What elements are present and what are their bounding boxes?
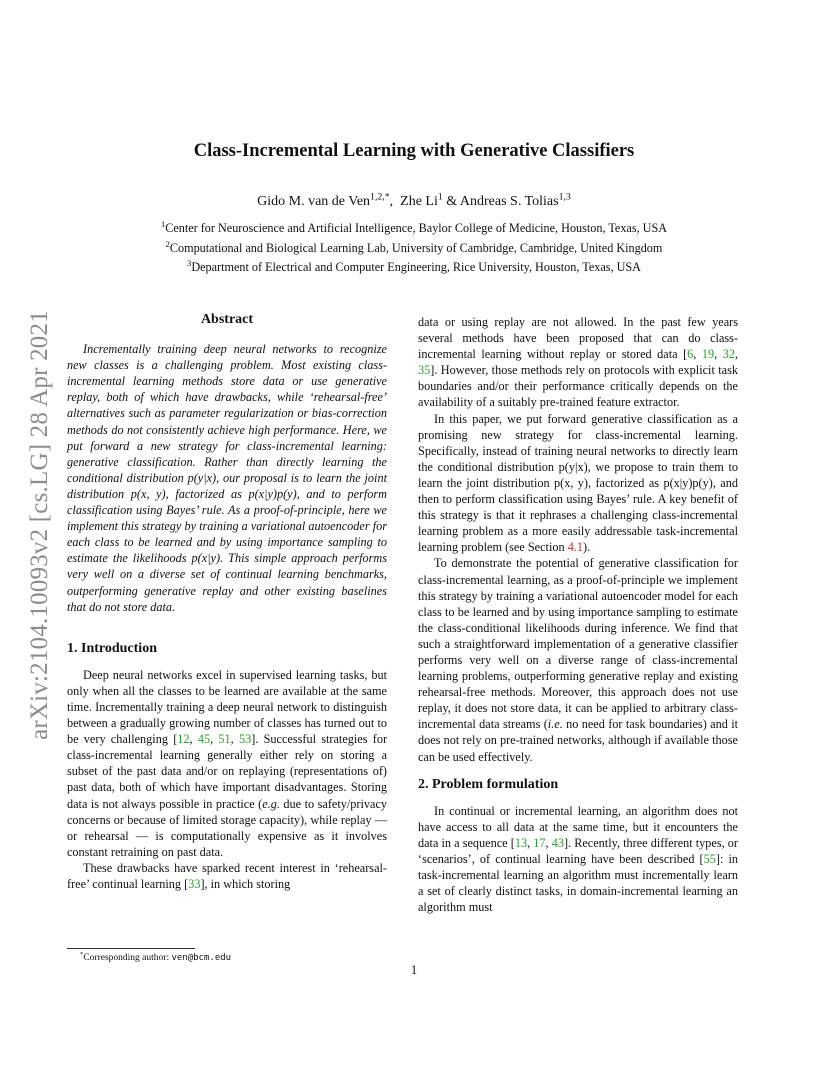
citation-link[interactable]: 45 <box>197 732 211 747</box>
right-column <box>418 314 738 915</box>
footnote-mark: * <box>80 950 84 958</box>
arxiv-id: arXiv:2104.10093v2 [cs.LG] 28 Apr 2021 <box>26 310 53 740</box>
right-paragraph-2: In this paper, we put forward generative classification as a promising new strategy for class-incremental learning. Specifically, instead of training neural networks to directly learn the conditional distribution p(y|x), we propose to train them to learn the joint distribution p(x, y), factorized as p(x|y)p(y), and then to perform classification using Bayes’ rule. A key benefit of this strategy is that it rephrases a challenging class-incremental learning problem as a more easily addressable task-incremental learning problem (see Section 4.1). <box>418 411 738 555</box>
author-list: Gido M. van de Ven$^{1,2,*}$, Zhe Li$^1$ & Andreas S. Tolias$^{1,3}$ <box>257 191 571 209</box>
citation-link[interactable]: 51 <box>218 732 231 747</box>
citation-link[interactable]: 17 <box>533 835 546 850</box>
footnote <box>80 950 232 963</box>
section-heading-introduction: 1. Introduction <box>67 640 157 656</box>
section-heading-problem-formulation: 2. Problem formulation <box>418 776 559 792</box>
citation-link[interactable]: 53 <box>238 732 252 747</box>
intro-paragraph-2: These drawbacks have sparked recent interest in ‘rehearsal-free’ continual learning [33], in which storing <box>67 860 387 891</box>
citation-link[interactable]: 55 <box>703 852 716 866</box>
affiliation-2: $^2$Computational and Biological Learning Lab, University of Cambridge, Cambridge, United Kingdom <box>165 238 663 255</box>
citation-link[interactable]: 32 <box>722 347 735 362</box>
author-affil-mark: 1,2,* <box>370 191 390 203</box>
citation-link[interactable]: 6 <box>687 347 694 362</box>
citation-link[interactable]: 19 <box>701 347 715 362</box>
abstract-heading: Abstract <box>200 312 254 327</box>
affiliation-1: $^1$Center for Neuroscience and Artificial Intelligence, Baylor College of Medicine, Houston, Texas, USA <box>160 218 668 235</box>
right-paragraph-3: To demonstrate the potential of generative classification for class-incremental learning, as a proof-of-principle we implement this strategy by training a variational autoencoder model for each class to be learned and by using importance sampling to estimate the class-conditional likelihoods during inference. We find that such a straightforward implementation of a generative classifier performs very well on a diverse range of class-incremental learning problems, outperforming generative replay and existing rehearsal-free methods. Moreover, this approach does not use replay, it does not store data, it can be applied to arbitrary class-incremental data streams (i.e. no need for task boundaries) and it does not rely on pre-trained networks, although if available those can be used effectively. <box>418 556 738 764</box>
intro-paragraph-1: Deep neural networks excel in supervised learning tasks, but only when all the classes to be learned are available at the same time. Incrementally training a deep neural network to distinguish between a gradually growing number of classes has turned out to be very challenging [12, 45, 51, 53]. Successful strategies for class-incremental learning generally either rely on storing a subset of the past data and/or on replaying (representations of) past data, both of which have important disadvantages. Storing data is not always possible in practice (e.g. due to safety/privacy concerns or because of limited storage capacity), while replay — or rehearsal — is computationally expensive as it involves constant retraining on past data. <box>67 667 388 859</box>
author-name: Andreas S. Tolias <box>459 194 559 209</box>
footnote-rule <box>67 948 195 949</box>
citation-link[interactable]: 12 <box>177 732 190 747</box>
paper-title: Class-Incremental Learning with Generative Classifiers <box>193 141 635 161</box>
citation-link[interactable]: 43 <box>551 835 564 850</box>
affiliation-3: $^3$Department of Electrical and Computer Engineering, Rice University, Houston, Texas, USA <box>187 258 641 275</box>
footnote-text: Corresponding author: <box>83 953 172 963</box>
author-name: Zhe Li <box>400 194 438 209</box>
citation-link[interactable]: 33 <box>188 877 201 891</box>
author-affil-mark: 1,3 <box>558 191 571 203</box>
citation-link[interactable]: 35 <box>418 363 431 378</box>
section-ref-link[interactable]: 4.1 <box>567 540 583 555</box>
author-name: Gido M. van de Ven <box>257 194 371 209</box>
footnote-email[interactable]: ven@bcm.edu <box>171 953 232 963</box>
affiliations <box>0 219 828 278</box>
citation-link[interactable]: 13 <box>514 835 528 850</box>
abstract-text: Incrementally training deep neural networks to recognize new classes is a challenging problem. Most existing class-incremental learning methods store data or use generative replay, both of which have drawbacks, while ‘rehearsal-free’ alternatives such as parameter regularization or bias-correction methods do not consistently achieve high performance. Here, we put forward a new strategy for class-incremental learning: generative classification. Rather than directly learning the conditional distribution p(y|x), our proposal is to learn the joint distribution p(x, y), factorized as p(x|y)p(y), and to perform classification using Bayes’ rule. As a proof-of-principle, here we implement this strategy by training a variational autoencoder for each class to be learned and by using importance sampling to estimate the likelihoods p(x|y). This simple approach performs very well on a diverse set of continual learning benchmarks, outperforming generative replay and other existing baselines that do not store data. <box>67 342 387 614</box>
arxiv-stamp <box>20 290 60 760</box>
author-affil-mark: 1 <box>437 191 443 203</box>
left-column <box>67 312 387 892</box>
right-paragraph-1: data or using replay are not allowed. In the past few years several methods have been proposed that can do class-incremental learning without replay or stored data [6, 19, 32, 35]. However, those methods rely on protocols with explicit task boundaries and/or their performance critically depends on the availability of a suitably pre-trained feature extractor. <box>418 315 739 410</box>
page-number: 1 <box>410 963 418 977</box>
problem-paragraph-1: In continual or incremental learning, an algorithm does not have access to all data at the same time, but it encounters the data in a sequence [13, 17, 43]. Recently, three different types, or ‘scenarios’, of continual learning have been described [55]: in task-incremental learning an algorithm must incrementally learn a set of clearly distinct tasks, in domain-incremental learning an algorithm must <box>418 803 739 915</box>
